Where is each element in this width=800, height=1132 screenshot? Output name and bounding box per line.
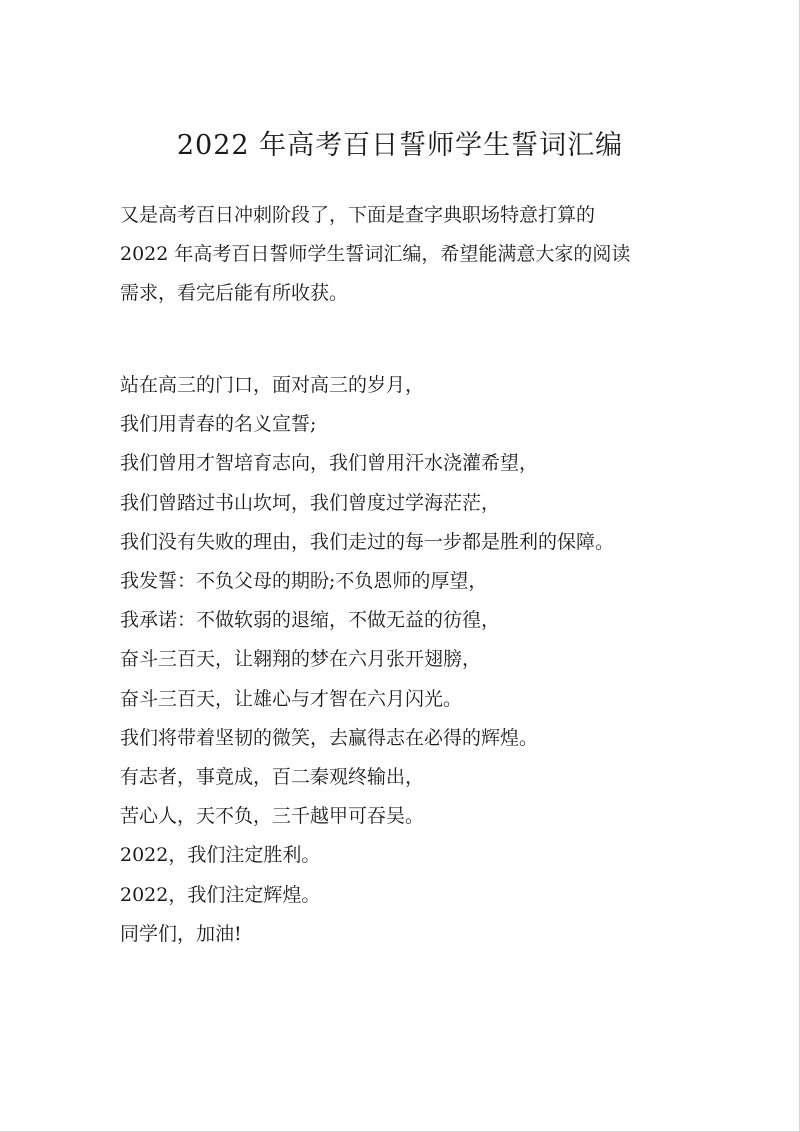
- oath-line: 我们没有失败的理由，我们走过的每一步都是胜利的保障。: [120, 530, 615, 553]
- intro-line: 又是高考百日冲刺阶段了，下面是查字典职场特意打算的: [120, 204, 596, 226]
- oath-line: 有志者，事竟成，百二秦观终输出，: [120, 766, 425, 789]
- oath-line: 我们将带着坚韧的微笑，去赢得志在必得的辉煌。: [120, 726, 539, 749]
- oath-line: 苦心人，天不负，三千越甲可吞吴。: [120, 805, 425, 828]
- document-title: 2022 年高考百日誓师学生誓词汇编: [176, 130, 624, 161]
- intro-line: 需求，看完后能有所收获。: [120, 282, 349, 304]
- oath-line: 站在高三的门口，面对高三的岁月，: [120, 374, 425, 396]
- oath-line: 奋斗三百天，让翱翔的梦在六月张开翅膀，: [120, 648, 482, 671]
- oath-line: 我承诺：不做软弱的退缩，不做无益的彷徨，: [120, 609, 501, 632]
- intro-line: 2022 年高考百日誓师学生誓词汇编，希望能满意大家的阅读: [120, 243, 631, 265]
- oath-line: 我们用青春的名义宣誓;: [120, 413, 317, 436]
- oath-line: 2022，我们注定辉煌。: [120, 883, 321, 906]
- intro-paragraph: [120, 196, 690, 313]
- oath-line: 我发誓：不负父母的期盼;不负恩师的厚望，: [120, 570, 488, 593]
- oath-line: 同学们，加油!: [120, 922, 242, 945]
- oath-line: 2022，我们注定胜利。: [120, 844, 321, 867]
- oath-line: 奋斗三百天，让雄心与才智在六月闪光。: [120, 687, 463, 710]
- oath-text: [120, 366, 700, 954]
- oath-line: 我们曾踏过书山坎坷，我们曾度过学海茫茫，: [120, 491, 501, 514]
- oath-line: 我们曾用才智培育志向，我们曾用汗水浇灌希望，: [120, 452, 539, 475]
